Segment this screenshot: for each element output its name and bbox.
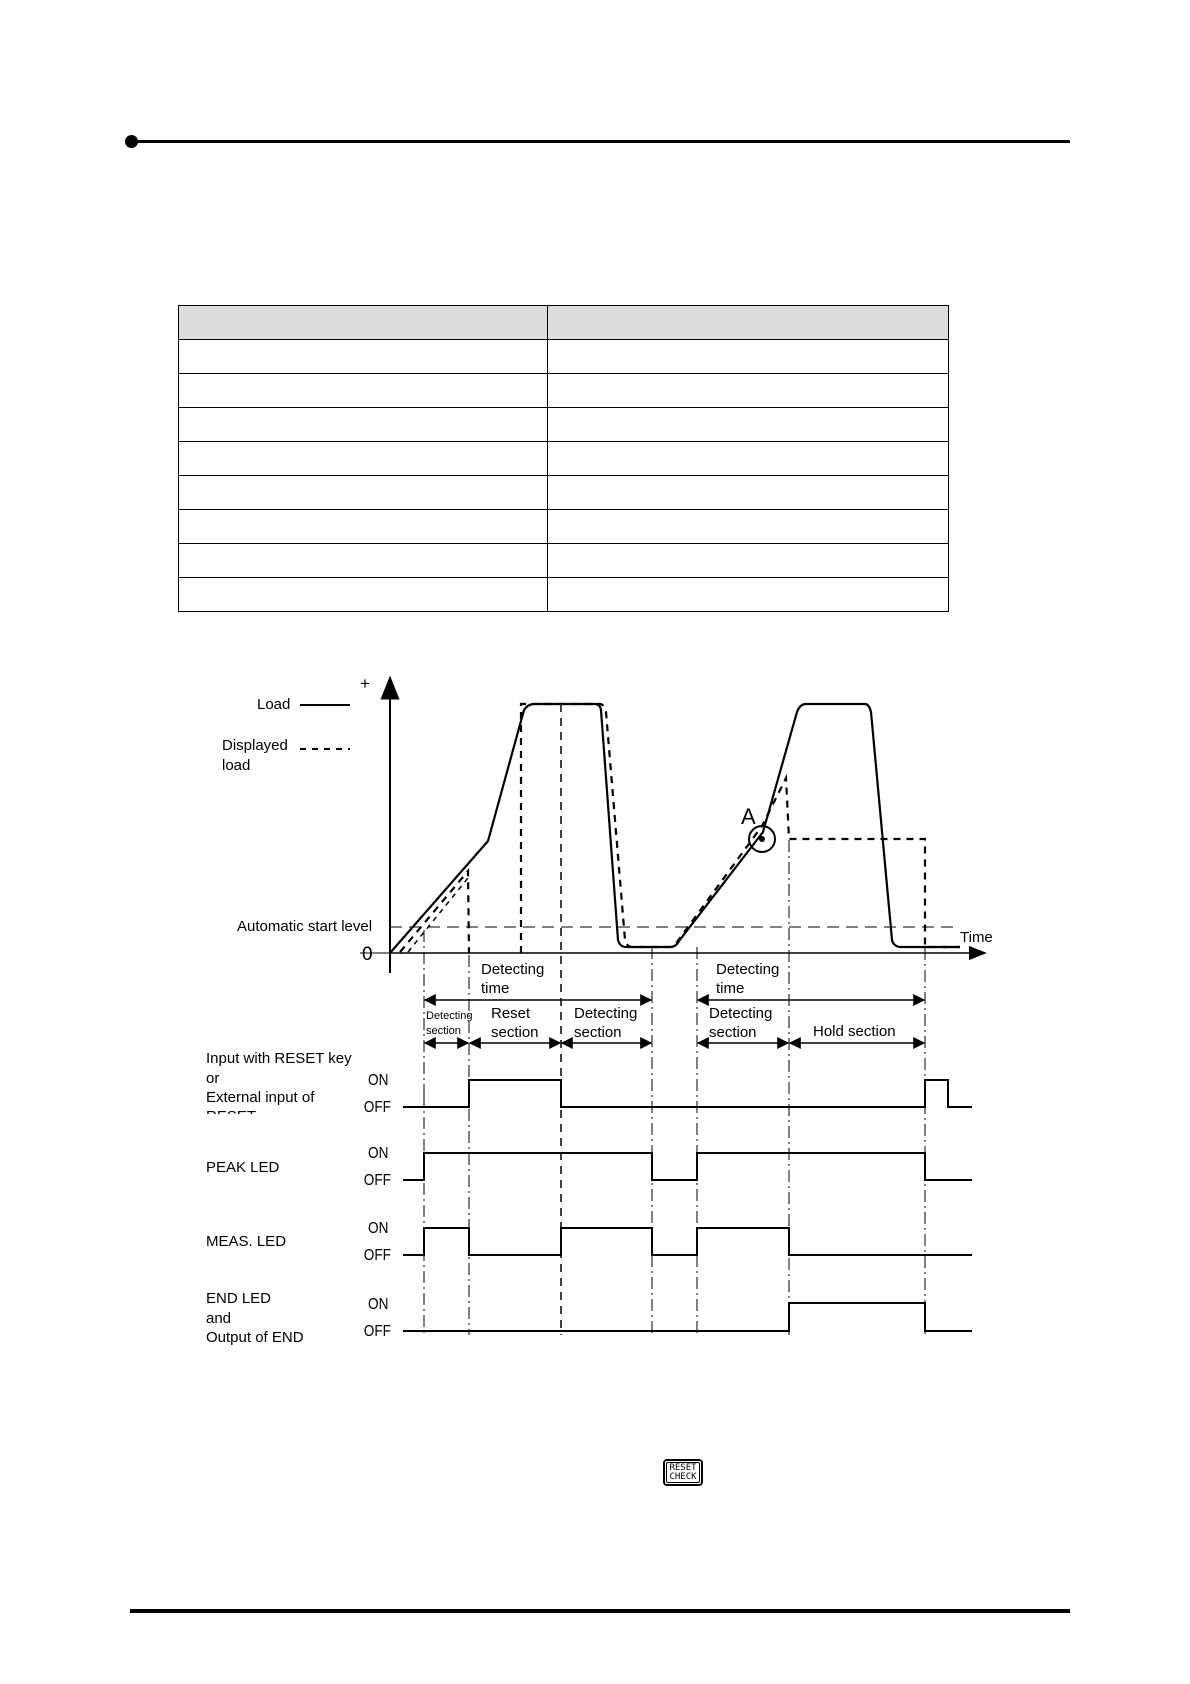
reset-input-line3: External input of bbox=[206, 1089, 315, 1106]
displayed-load-waveform bbox=[400, 704, 960, 953]
legend-displayed-line2: load bbox=[222, 757, 251, 774]
detecting-time-line2: time bbox=[716, 980, 745, 997]
zero-label: 0 bbox=[362, 944, 373, 965]
end-led-label bbox=[206, 1290, 304, 1346]
meas-led-label: MEAS. LED bbox=[206, 1233, 287, 1250]
detecting-section-label bbox=[574, 1005, 642, 1041]
off-label: OFF bbox=[363, 1247, 391, 1265]
meas-led-signal bbox=[403, 1228, 972, 1255]
detecting-section-b-line2: section bbox=[709, 1024, 757, 1041]
on-label: ON bbox=[368, 1145, 389, 1163]
off-label: OFF bbox=[363, 1099, 391, 1117]
detecting-time-line2: time bbox=[481, 980, 510, 997]
detecting-section-label bbox=[709, 1005, 777, 1041]
detecting-time-line1: Detecting bbox=[481, 961, 545, 978]
detecting-section-a-line2: section bbox=[574, 1024, 622, 1041]
reset-input-signal bbox=[403, 1080, 972, 1107]
peak-led-signal bbox=[403, 1153, 972, 1180]
legend-load-label: Load bbox=[257, 696, 291, 713]
off-label: OFF bbox=[363, 1323, 391, 1341]
reset-section-line2: section bbox=[491, 1024, 539, 1041]
reset-check-key-icon bbox=[663, 1459, 703, 1486]
reset-input-line1: Input with RESET key bbox=[206, 1050, 352, 1067]
reset-section-label bbox=[491, 1005, 539, 1041]
on-label: ON bbox=[368, 1220, 389, 1238]
small-detecting-line2: section bbox=[426, 1025, 461, 1037]
label-clip-mask bbox=[200, 1114, 390, 1126]
reset-input-line2: or bbox=[206, 1070, 220, 1087]
end-led-line2: and bbox=[206, 1310, 232, 1327]
point-a-label: A bbox=[741, 804, 756, 829]
footer-rule bbox=[130, 1609, 1070, 1613]
displayed-load-secondary bbox=[408, 878, 468, 952]
small-detecting-section-label bbox=[426, 1010, 476, 1037]
small-detecting-line1: Detecting bbox=[426, 1010, 473, 1022]
detecting-time-label bbox=[481, 961, 549, 997]
detecting-time-line1: Detecting bbox=[716, 961, 780, 978]
detecting-section-a-line1: Detecting bbox=[574, 1005, 638, 1022]
hold-section-label: Hold section bbox=[813, 1023, 896, 1040]
load-waveform bbox=[390, 704, 960, 953]
peak-led-label: PEAK LED bbox=[206, 1159, 280, 1176]
reset-check-key-face bbox=[666, 1462, 700, 1483]
off-label: OFF bbox=[363, 1172, 391, 1190]
plus-sign: + bbox=[360, 674, 370, 693]
time-axis-label: Time bbox=[960, 929, 993, 946]
reset-key-bottom-label: CHECK bbox=[669, 1471, 697, 1482]
on-label: ON bbox=[368, 1072, 389, 1090]
reset-key-top-label: RESET bbox=[669, 1462, 697, 1473]
reset-input-label bbox=[206, 1050, 356, 1125]
reset-section-line1: Reset bbox=[491, 1005, 531, 1022]
detecting-time-label bbox=[716, 961, 784, 997]
legend-displayed-line1: Displayed bbox=[222, 737, 288, 754]
end-led-line3: Output of END bbox=[206, 1329, 304, 1346]
detecting-section-b-line1: Detecting bbox=[709, 1005, 773, 1022]
point-a-dot bbox=[759, 836, 765, 842]
end-led-signal bbox=[403, 1303, 972, 1331]
on-label: ON bbox=[368, 1296, 389, 1314]
end-led-line1: END LED bbox=[206, 1290, 272, 1307]
legend-displayed-label bbox=[222, 737, 292, 774]
auto-start-level-label: Automatic start level bbox=[237, 918, 373, 935]
